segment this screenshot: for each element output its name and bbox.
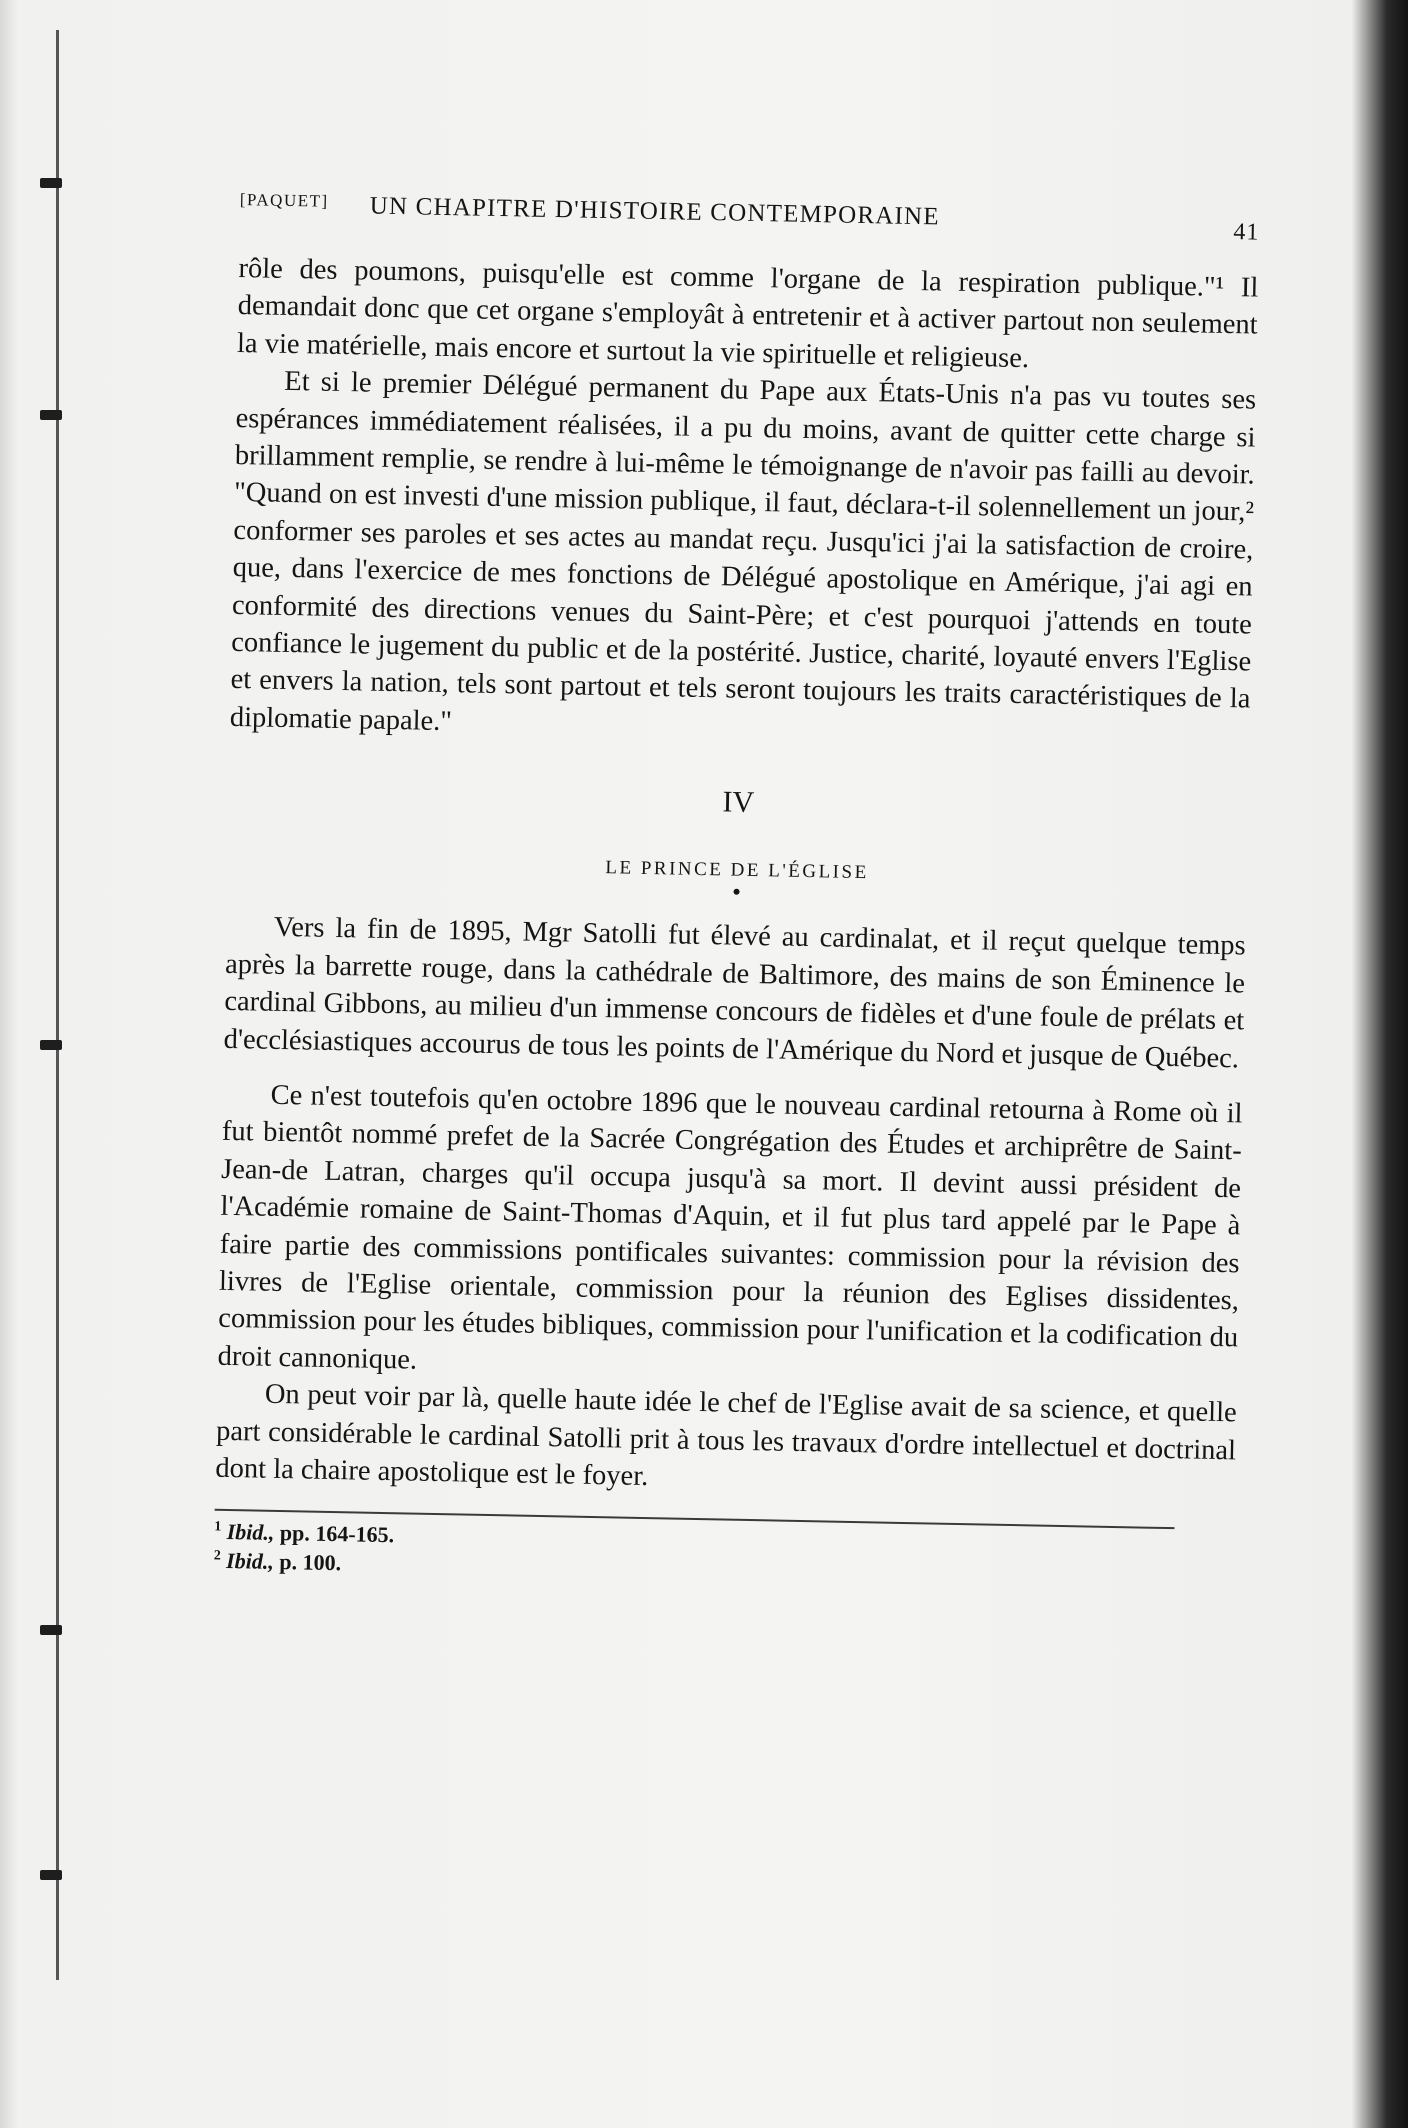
footnote-mark: 2 xyxy=(213,1548,221,1564)
binding-mark xyxy=(40,1870,62,1880)
paragraph: On peut voir par là, quelle haute idée le chef de l'Eglise avait de sa science, et quelle part considérable le cardinal Satolli prit à tous les travaux d'ordre intellectuel et doctrinal dont la chaire apostolique est le foyer. xyxy=(215,1378,1238,1493)
ornament-dot: ● xyxy=(732,884,741,901)
running-head-title: UN CHAPITRE D'HISTOIRE CONTEMPORAINE xyxy=(369,192,941,231)
footnotes xyxy=(213,1509,1174,1593)
page-number: 41 xyxy=(1233,219,1260,246)
paragraph: Vers la fin de 1895, Mgr Satolli fut élevé au cardinalat, et il reçut quelque temps après la barrette rouge, dans la cathédrale de Baltimore, des mains de son Éminence le cardinal Gibbons, au milieu d'un immense concours de fidèles et d'une foule de prélats et d'ecclésiastiques accourus de tous les points de l'Amérique du Nord et jusque de Québec. xyxy=(223,912,1246,1074)
binding-mark xyxy=(40,410,62,420)
footnote-source: Ibid., xyxy=(226,1519,275,1546)
binding-mark xyxy=(40,1625,62,1635)
paragraph: Ce n'est toutefois qu'en octobre 1896 que le nouveau cardinal retourna à Rome où il fut bientôt nommé prefet de la Sacrée Congrégation des Études et archiprêtre de Saint-Jean-de Latran, charges qu'il occupa jusqu'à sa mort. Il devint aussi président de l'Académie romaine de Saint-Thomas d'Aquin, et il fut plus tard appelé par le Pape à faire partie des commissions pontificales suivantes: commission pour la révision des livres de l'Eglise orientale, commission pour la réunion des Eglises dissidentes, commission pour les études bibliques, commission pour l'unification et la codification du droit cannonique. xyxy=(217,1079,1243,1376)
footnote-ref: p. 100. xyxy=(279,1549,342,1576)
binding-mark xyxy=(40,178,62,188)
paragraph: rôle des poumons, puisqu'elle est comme l'organe de la respiration publique."¹ Il demandait donc que cet organe s'employât à entretenir et à activer partout non seulement la vie matérielle, mais encore et surtout la vie spirituelle et religieuse. xyxy=(236,252,1259,374)
footnote-ref: pp. 164-165. xyxy=(279,1520,395,1548)
footnote-source: Ibid., xyxy=(225,1548,275,1575)
paragraph: Et si le premier Délégué permanent du Pape aux États-Unis n'a pas vu toutes ses espérances immédiatement réalisées, il a pu du moins, avant de quitter cette charge si brillamment remplie, se rendre à lui-même le témoignange de n'avoir pas failli au devoir. "Quand on est investi d'une mission publique, il faut, déclara-t-il solennellement un jour,² conformer ses paroles et ses actes au mandat reçu. Jusqu'ici j'ai la satisfaction de croire, que, dans l'exercice de mes fonctions de Délégué apostolique en Amérique, j'ai agi en conformité des directions venues du Saint-Père; et c'est pourquoi j'attends en toute confiance le jugement du public et de la postérité. Justice, charité, loyauté envers l'Eglise et envers la nation, tels sont partout et tels seront toujours les traits caractéristiques de la diplomatie papale." xyxy=(229,366,1257,738)
book-page xyxy=(206,190,1260,1969)
binding-edge xyxy=(56,30,59,1980)
running-head-author: [PAQUET] xyxy=(239,190,329,211)
binding-mark xyxy=(40,1040,62,1050)
footnote-mark: 1 xyxy=(214,1519,222,1535)
section-title: LE PRINCE DE L'ÉGLISE xyxy=(605,857,869,884)
section-numeral: IV xyxy=(722,785,755,820)
